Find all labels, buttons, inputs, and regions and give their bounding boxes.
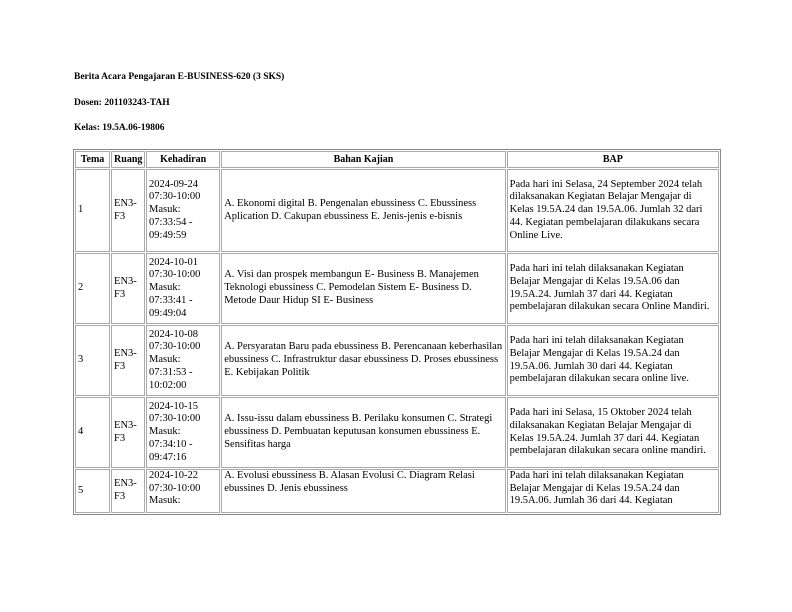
cell-kehadiran: 2024-10-22 07:30-10:00 Masuk: (146, 469, 220, 513)
cell-bap: Pada hari ini telah dilaksanakan Kegiatan Belajar Mengajar di Kelas 19.5A.24 dan 19.5A.06. Jumlah 36 dari 44. Kegiatan (507, 469, 719, 513)
cell-ruang: EN3-F3 (111, 397, 145, 468)
cell-tema: 4 (75, 397, 110, 468)
lecturer-label: Dosen: 201103243-TAH (74, 98, 170, 108)
cell-kehadiran: 2024-10-15 07:30-10:00 Masuk: 07:34:10 - 09:47:16 (146, 397, 220, 468)
cell-bahan-kajian: A. Ekonomi digital B. Pengenalan ebussiness C. Ebussiness Aplication D. Cakupan ebussiness E. Jenis-jenis e-bisnis (221, 169, 505, 252)
cell-bap: Pada hari ini telah dilaksanakan Kegiatan Belajar Mengajar di Kelas 19.5A.24 dan 19.5A.06. Jumlah 30 dari 44. Kegiatan pembelajaran dilakukan secara online live. (507, 325, 719, 396)
cell-kehadiran: 2024-10-01 07:30-10:00 Masuk: 07:33:41 - 09:49:04 (146, 253, 220, 324)
cell-tema: 1 (75, 169, 110, 252)
cell-bap: Pada hari ini Selasa, 15 Oktober 2024 telah dilaksanakan Kegiatan Belajar Mengajar di Kelas 19.5A.24. Jumlah 37 dari 44. Kegiatan pembelajaran dilakukan secara online mandiri. (507, 397, 719, 468)
table-header-row (75, 151, 719, 168)
column-header-kehadiran: Kehadiran (146, 151, 220, 168)
table-row (75, 325, 719, 396)
table-row (75, 469, 719, 513)
column-header-ruang: Ruang (111, 151, 145, 168)
cell-bahan-kajian: A. Evolusi ebussiness B. Alasan Evolusi C. Diagram Relasi ebussines D. Jenis ebussiness (221, 469, 505, 513)
column-header-bahan-kajian: Bahan Kajian (221, 151, 505, 168)
teaching-record-table (73, 149, 721, 515)
cell-kehadiran: 2024-10-08 07:30-10:00 Masuk: 07:31:53 - 10:02:00 (146, 325, 220, 396)
cell-bahan-kajian: A. Persyaratan Baru pada ebussiness B. Perencanaan keberhasilan ebussiness C. Infrastruktur dasar ebussiness D. Proses ebussiness E. Kebijakan Politik (221, 325, 505, 396)
cell-tema: 2 (75, 253, 110, 324)
column-header-bap: BAP (507, 151, 719, 168)
cell-ruang: EN3-F3 (111, 253, 145, 324)
cell-bap: Pada hari ini telah dilaksanakan Kegiatan Belajar Mengajar di Kelas 19.5A.06 dan 19.5A.24. Jumlah 37 dari 44. Kegiatan pembelajaran dilakukan secara Online Mandiri. (507, 253, 719, 324)
cell-tema: 5 (75, 469, 110, 513)
class-label: Kelas: 19.5A.06-19806 (74, 123, 165, 133)
cell-bap: Pada hari ini Selasa, 24 September 2024 telah dilaksanakan Kegiatan Belajar Mengajar di Kelas 19.5A.24 dan 19.5A.06. Jumlah 32 dari 44. Kegiatan pembelajaran dilakukans secara Online Live. (507, 169, 719, 252)
cell-ruang: EN3-F3 (111, 469, 145, 513)
cell-bahan-kajian: A. Issu-issu dalam ebussiness B. Perilaku konsumen C. Strategi ebussiness D. Pembuatan keputusan konsumen ebussiness E. Sensifitas harga (221, 397, 505, 468)
document-title: Berita Acara Pengajaran E-BUSINESS-620 (3 SKS) (74, 72, 285, 82)
cell-ruang: EN3-F3 (111, 325, 145, 396)
cell-ruang: EN3-F3 (111, 169, 145, 252)
table-row (75, 253, 719, 324)
cell-tema: 3 (75, 325, 110, 396)
column-header-tema: Tema (75, 151, 110, 168)
table-row (75, 397, 719, 468)
cell-kehadiran: 2024-09-24 07:30-10:00 Masuk: 07:33:54 - 09:49:59 (146, 169, 220, 252)
table-row (75, 169, 719, 252)
cell-bahan-kajian: A. Visi dan prospek membangun E- Business B. Manajemen Teknologi ebussiness C. Pemodelan Sistem E- Business D. Metode Daur Hidup SI E- Business (221, 253, 505, 324)
